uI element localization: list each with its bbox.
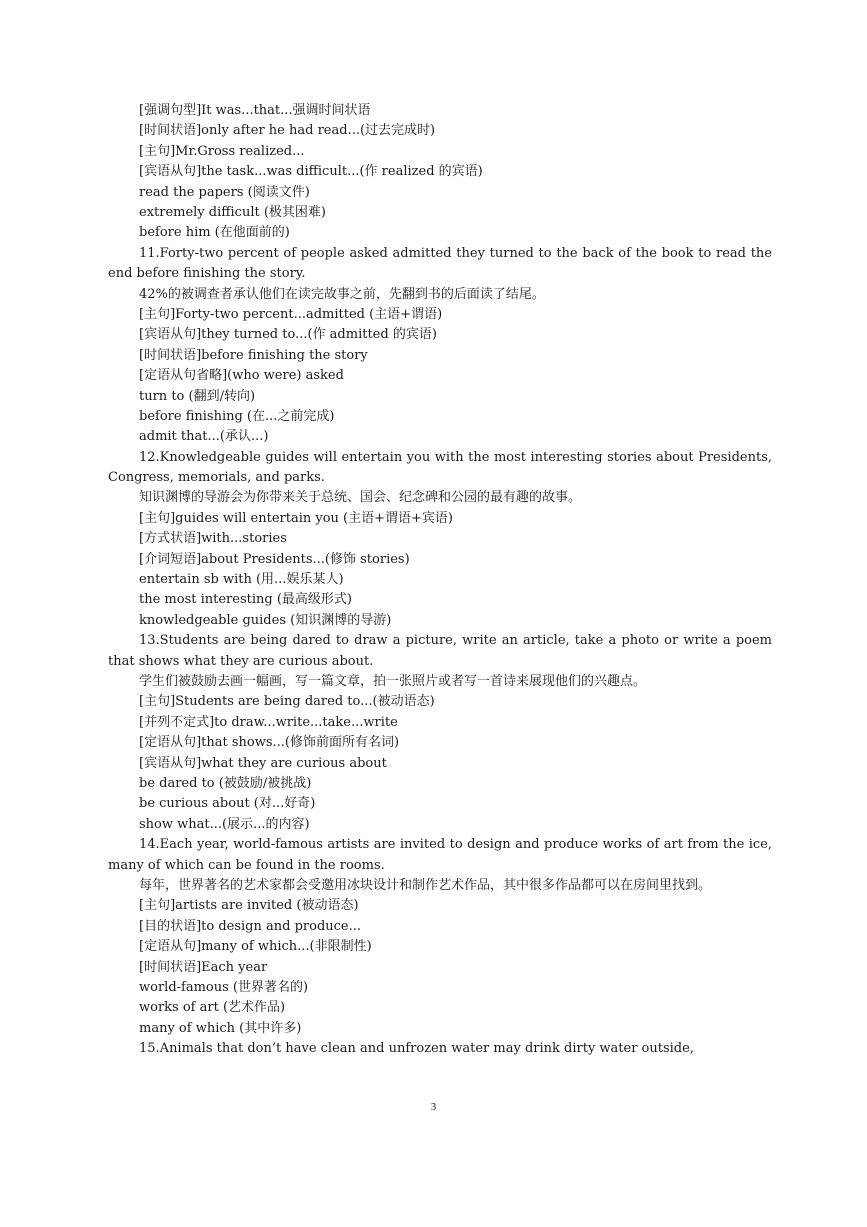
text-line: be dared to (被鼓励/被挑战) <box>139 775 312 791</box>
text-line: [强调句型]It was...that...强调时间状语 <box>139 103 371 118</box>
text-line: [定语从句]that shows...(修饰前面所有名词) <box>139 735 400 751</box>
text-line: knowledgeable guides (知识渊博的导游) <box>139 612 392 628</box>
text-line: 11.Forty-two percent of people asked admitted they turned to the back of the book to read the end before finishing the story. <box>108 245 772 282</box>
text-line: before him (在他面前的) <box>139 225 290 241</box>
text-line: 知识渊博的导游会为你带来关于总统、国会、纪念碑和公园的最有趣的故事。 <box>139 490 582 506</box>
text-line: 12.Knowledgeable guides will entertain you with the most interesting stories about Presidents, Congress, memorials, and parks. <box>108 449 772 486</box>
text-line: 每年，世界著名的艺术家都会受邀用冰块设计和制作艺术作品，其中很多作品都可以在房间里找到。 <box>139 877 712 893</box>
text-line: [定语从句]many of which...(非限制性) <box>139 939 372 955</box>
text-line: show what...(展示...的内容) <box>139 816 310 832</box>
text-line: [宾语从句]they turned to...(作 admitted 的宾语) <box>139 327 437 343</box>
text-line: be curious about (对...好奇) <box>139 796 316 812</box>
text-line: [主句]artists are invited (被动语态) <box>139 898 359 914</box>
text-line: 42%的被调查者承认他们在读完故事之前，先翻到书的后面读了结尾。 <box>139 286 545 302</box>
text-line: entertain sb with (用...娱乐某人) <box>139 572 344 588</box>
text-line: 15.Animals that don’t have clean and unfrozen water may drink dirty water outside, <box>139 1041 694 1057</box>
text-line: [时间状语]before finishing the story <box>139 347 368 363</box>
text-line: 14.Each year, world-famous artists are invited to design and produce works of art from the ice, many of which can be found in the rooms. <box>108 837 772 873</box>
text-line: [方式状语]with...stories <box>139 531 287 547</box>
text-line: [介词短语]about Presidents...(修饰 stories) <box>139 551 410 567</box>
text-line: world-famous (世界著名的) <box>139 979 309 995</box>
text-line: 学生们被鼓励去画一幅画，写一篇文章，拍一张照片或者写一首诗来展现他们的兴趣点。 <box>139 674 647 690</box>
text-line: many of which (其中许多) <box>139 1020 302 1036</box>
text-line: [时间状语]Each year <box>139 959 268 975</box>
text-line: before finishing (在...之前完成) <box>139 408 335 424</box>
page-number: 3 <box>430 1101 437 1113</box>
text-line: admit that...(承认...) <box>139 429 269 445</box>
text-line: [主句]Mr.Gross realized... <box>139 143 305 159</box>
text-line: [并列不定式]to draw...write...take...write <box>139 714 398 730</box>
text-line: the most interesting (最高级形式) <box>139 592 352 608</box>
text-line: [主句]Forty-two percent...admitted (主语+谓语) <box>139 306 443 322</box>
text-line: 13.Students are being dared to draw a picture, write an article, take a photo or write a poem that shows what they are curious about. <box>108 633 772 669</box>
text-line: [宾语从句]what they are curious about <box>139 755 387 771</box>
text-line: extremely difficult (极其困难) <box>139 204 326 220</box>
text-line: [目的状语]to design and produce... <box>139 918 362 934</box>
text-line: works of art (艺术作品) <box>139 1000 286 1016</box>
text-line: [宾语从句]the task...was difficult...(作 realized 的宾语) <box>139 164 483 180</box>
page-body <box>108 101 772 1060</box>
text-line: [定语从句省略](who were) asked <box>139 368 344 384</box>
text-line: turn to (翻到/转向) <box>139 388 256 404</box>
text-line: read the papers (阅读文件) <box>139 184 310 200</box>
text-line: [时间状语]only after he had read...(过去完成时) <box>139 123 436 139</box>
text-line: [主句]Students are being dared to...(被动语态) <box>139 694 435 710</box>
text-line: [主句]guides will entertain you (主语+谓语+宾语) <box>139 510 453 526</box>
